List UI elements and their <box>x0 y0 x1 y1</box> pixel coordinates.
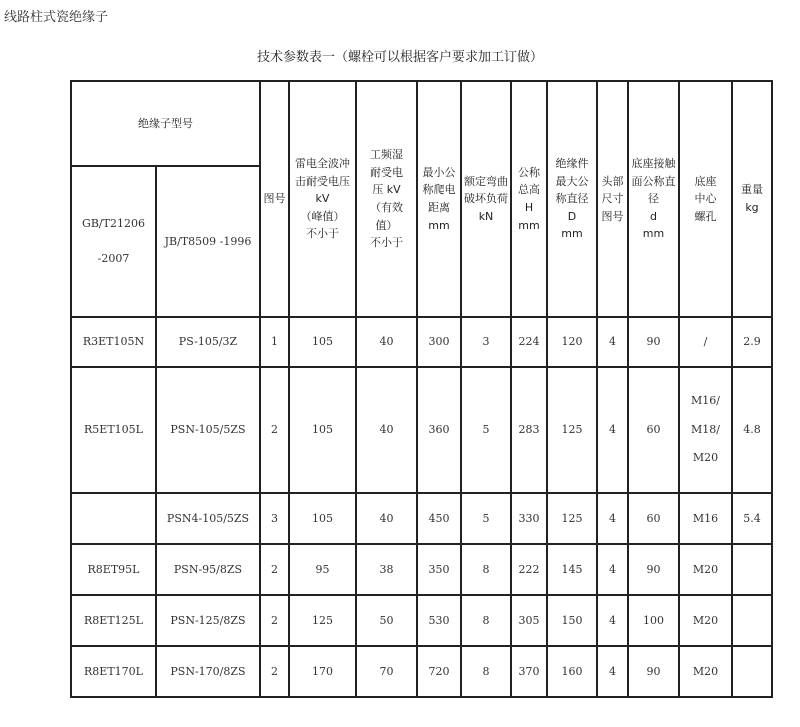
cell-gb: R8ET125L <box>71 595 156 646</box>
cell-power-freq: 40 <box>356 317 417 367</box>
cell-jb: PSN-125/8ZS <box>156 595 260 646</box>
cell-lightning: 105 <box>289 493 356 544</box>
cell-power-freq: 40 <box>356 493 417 544</box>
cell-creepage: 360 <box>417 367 461 493</box>
cell-diameter: 125 <box>547 493 597 544</box>
cell-fig: 2 <box>260 646 289 697</box>
cell-height: 370 <box>511 646 547 697</box>
header-diameter: 绝缘件 最大公 称直径 D mm <box>547 81 597 317</box>
cell-weight <box>732 544 772 595</box>
table-row <box>71 595 772 646</box>
cell-creepage: 720 <box>417 646 461 697</box>
cell-weight <box>732 595 772 646</box>
header-model-group: 绝缘子型号 <box>71 81 260 166</box>
cell-bending: 5 <box>461 493 511 544</box>
header-fig: 图号 <box>260 81 289 317</box>
cell-jb: PSN-170/8ZS <box>156 646 260 697</box>
spec-table <box>70 80 773 698</box>
cell-base-hole: / <box>679 317 732 367</box>
cell-diameter: 150 <box>547 595 597 646</box>
cell-height: 330 <box>511 493 547 544</box>
cell-bending: 5 <box>461 367 511 493</box>
cell-gb: R8ET95L <box>71 544 156 595</box>
cell-height: 224 <box>511 317 547 367</box>
header-base-hole: 底座 中心 螺孔 <box>679 81 732 317</box>
cell-creepage: 300 <box>417 317 461 367</box>
table-row <box>71 646 772 697</box>
cell-base-diam: 60 <box>628 367 679 493</box>
cell-lightning: 105 <box>289 367 356 493</box>
cell-weight: 4.8 <box>732 367 772 493</box>
cell-base-diam: 100 <box>628 595 679 646</box>
cell-head: 4 <box>597 646 628 697</box>
table-row <box>71 544 772 595</box>
header-base-diam: 底座接触 面公称直 径 d mm <box>628 81 679 317</box>
cell-head: 4 <box>597 367 628 493</box>
cell-head: 4 <box>597 595 628 646</box>
cell-height: 222 <box>511 544 547 595</box>
cell-lightning: 95 <box>289 544 356 595</box>
table-row <box>71 367 772 493</box>
cell-base-diam: 90 <box>628 544 679 595</box>
cell-bending: 8 <box>461 595 511 646</box>
header-row-1 <box>71 81 772 166</box>
cell-height: 305 <box>511 595 547 646</box>
cell-fig: 3 <box>260 493 289 544</box>
cell-diameter: 160 <box>547 646 597 697</box>
cell-weight: 2.9 <box>732 317 772 367</box>
cell-bending: 8 <box>461 646 511 697</box>
cell-weight: 5.4 <box>732 493 772 544</box>
cell-creepage: 350 <box>417 544 461 595</box>
cell-head: 4 <box>597 317 628 367</box>
cell-gb: R8ET170L <box>71 646 156 697</box>
table-caption: 技术参数表一（螺栓可以根据客户要求加工订做） <box>256 50 543 65</box>
header-bending: 额定弯曲 破坏负荷 kN <box>461 81 511 317</box>
cell-jb: PSN-105/5ZS <box>156 367 260 493</box>
cell-base-diam: 90 <box>628 317 679 367</box>
cell-gb: R3ET105N <box>71 317 156 367</box>
cell-head: 4 <box>597 544 628 595</box>
cell-jb: PSN-95/8ZS <box>156 544 260 595</box>
cell-power-freq: 38 <box>356 544 417 595</box>
table-row <box>71 493 772 544</box>
cell-weight <box>732 646 772 697</box>
table-row <box>71 317 772 367</box>
cell-base-hole: M16 <box>679 493 732 544</box>
cell-lightning: 170 <box>289 646 356 697</box>
cell-jb: PSN4-105/5ZS <box>156 493 260 544</box>
cell-gb <box>71 493 156 544</box>
cell-diameter: 145 <box>547 544 597 595</box>
header-lightning: 雷电全波冲 击耐受电压 kV （峰值） 不小于 <box>289 81 356 317</box>
cell-bending: 8 <box>461 544 511 595</box>
page-title: 线路柱式瓷绝缘子 <box>4 10 109 25</box>
cell-power-freq: 70 <box>356 646 417 697</box>
cell-base-hole: M20 <box>679 544 732 595</box>
cell-head: 4 <box>597 493 628 544</box>
header-jb: JB/T8509 -1996 <box>156 166 260 317</box>
cell-base-hole: M20 <box>679 595 732 646</box>
cell-fig: 2 <box>260 544 289 595</box>
header-power-freq: 工频湿 耐受电 压 kV （有效 值） 不小于 <box>356 81 417 317</box>
cell-jb: PS-105/3Z <box>156 317 260 367</box>
cell-base-diam: 90 <box>628 646 679 697</box>
header-weight: 重量 kg <box>732 81 772 317</box>
cell-bending: 3 <box>461 317 511 367</box>
cell-fig: 2 <box>260 595 289 646</box>
cell-power-freq: 40 <box>356 367 417 493</box>
cell-creepage: 450 <box>417 493 461 544</box>
cell-fig: 1 <box>260 317 289 367</box>
cell-diameter: 120 <box>547 317 597 367</box>
cell-power-freq: 50 <box>356 595 417 646</box>
cell-diameter: 125 <box>547 367 597 493</box>
cell-lightning: 125 <box>289 595 356 646</box>
cell-gb: R5ET105L <box>71 367 156 493</box>
header-height: 公称 总高 H mm <box>511 81 547 317</box>
cell-base-hole: M20 <box>679 646 732 697</box>
cell-height: 283 <box>511 367 547 493</box>
cell-lightning: 105 <box>289 317 356 367</box>
header-creepage: 最小公 称爬电 距离 mm <box>417 81 461 317</box>
cell-creepage: 530 <box>417 595 461 646</box>
header-gb: GB/T21206 -2007 <box>71 166 156 317</box>
cell-base-hole: M16/ M18/ M20 <box>679 367 732 493</box>
cell-fig: 2 <box>260 367 289 493</box>
header-head: 头部 尺寸 图号 <box>597 81 628 317</box>
cell-base-diam: 60 <box>628 493 679 544</box>
